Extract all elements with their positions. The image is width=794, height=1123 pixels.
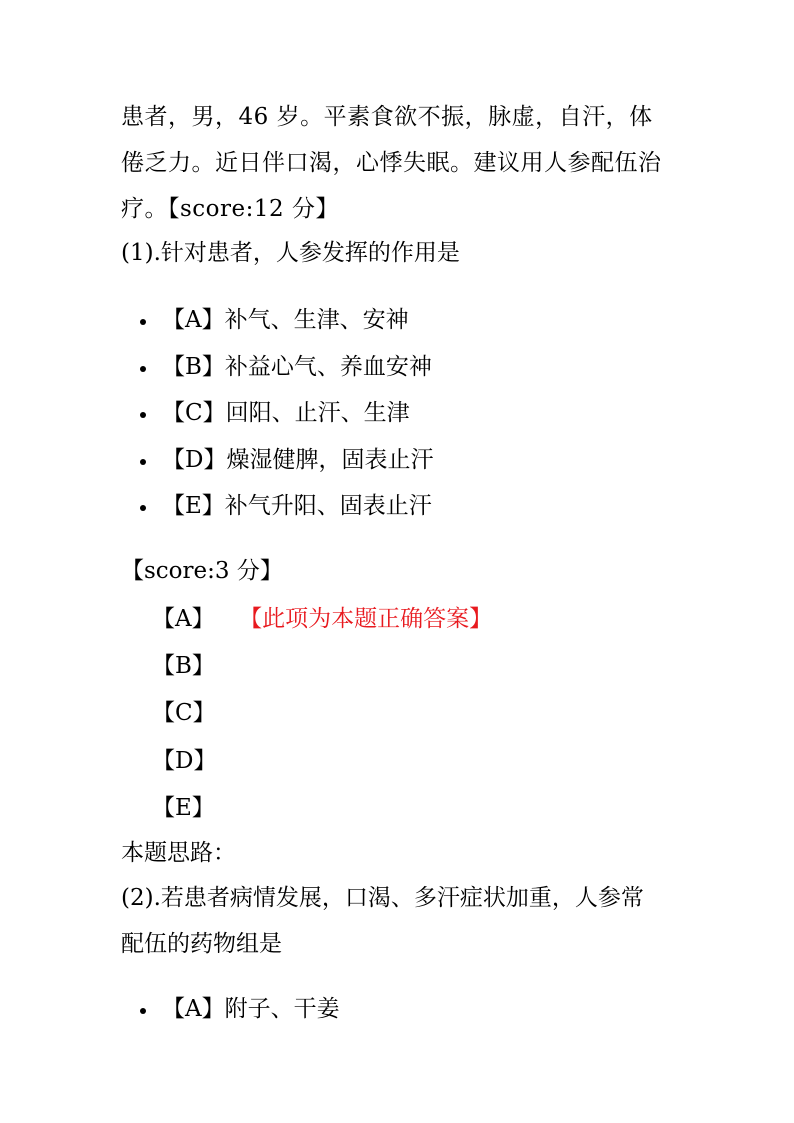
answer-row bbox=[152, 646, 492, 693]
answer-row bbox=[152, 788, 492, 835]
option-text: 【A】补气、生津、安神 bbox=[162, 307, 409, 333]
option-text: 【E】补气升阳、固表止汗 bbox=[162, 493, 432, 519]
stem-line: 患者，男，46 岁。平素食欲不振，脉虚，自汗，体 bbox=[121, 104, 653, 130]
question-2-title-line: (2).若患者病情发展，口渴、多汗症状加重，人参常 bbox=[121, 885, 644, 911]
list-item bbox=[140, 390, 433, 437]
question-2-title bbox=[121, 875, 681, 967]
answer-row bbox=[152, 693, 492, 740]
question-1-options bbox=[140, 297, 433, 530]
answer-letter: 【E】 bbox=[152, 794, 215, 821]
answer-list bbox=[152, 599, 492, 835]
bullet-icon bbox=[140, 366, 146, 372]
bullet-icon bbox=[140, 1008, 146, 1014]
question-1-score: 【score:3 分】 bbox=[121, 558, 283, 584]
list-item bbox=[140, 344, 433, 391]
option-text: 【D】燥湿健脾，固表止汗 bbox=[162, 446, 434, 473]
answer-letter: 【A】 bbox=[152, 606, 215, 632]
bullet-icon bbox=[140, 412, 146, 418]
answer-letter: 【C】 bbox=[152, 700, 216, 727]
option-text: 【B】补益心气、养血安神 bbox=[162, 353, 432, 380]
bullet-icon bbox=[140, 319, 146, 325]
stem-line: 疗。【score:12 分】 bbox=[121, 196, 339, 222]
list-item bbox=[140, 437, 433, 484]
list-item bbox=[140, 986, 340, 1033]
correct-answer-mark: 【此项为本题正确答案】 bbox=[250, 606, 493, 632]
answer-idea-label: 本题思路： bbox=[121, 840, 236, 866]
option-text: 【C】回阳、止汗、生津 bbox=[162, 400, 410, 426]
list-item bbox=[140, 297, 433, 344]
answer-row bbox=[152, 741, 492, 788]
answer-letter: 【D】 bbox=[152, 747, 217, 774]
option-text: 【A】附子、干姜 bbox=[162, 996, 340, 1022]
bullet-icon bbox=[140, 459, 146, 465]
stem-line: 倦乏力。近日伴口渴，心悸失眠。建议用人参配伍治 bbox=[121, 150, 662, 176]
list-item bbox=[140, 483, 433, 530]
question-2-title-line: 配伍的药物组是 bbox=[121, 931, 282, 957]
bullet-icon bbox=[140, 505, 146, 511]
question-stem bbox=[121, 94, 681, 232]
answer-row bbox=[152, 599, 492, 646]
question-2-options bbox=[140, 986, 340, 1033]
answer-letter: 【B】 bbox=[152, 653, 215, 680]
question-1-title: (1).针对患者，人参发挥的作用是 bbox=[121, 240, 460, 266]
